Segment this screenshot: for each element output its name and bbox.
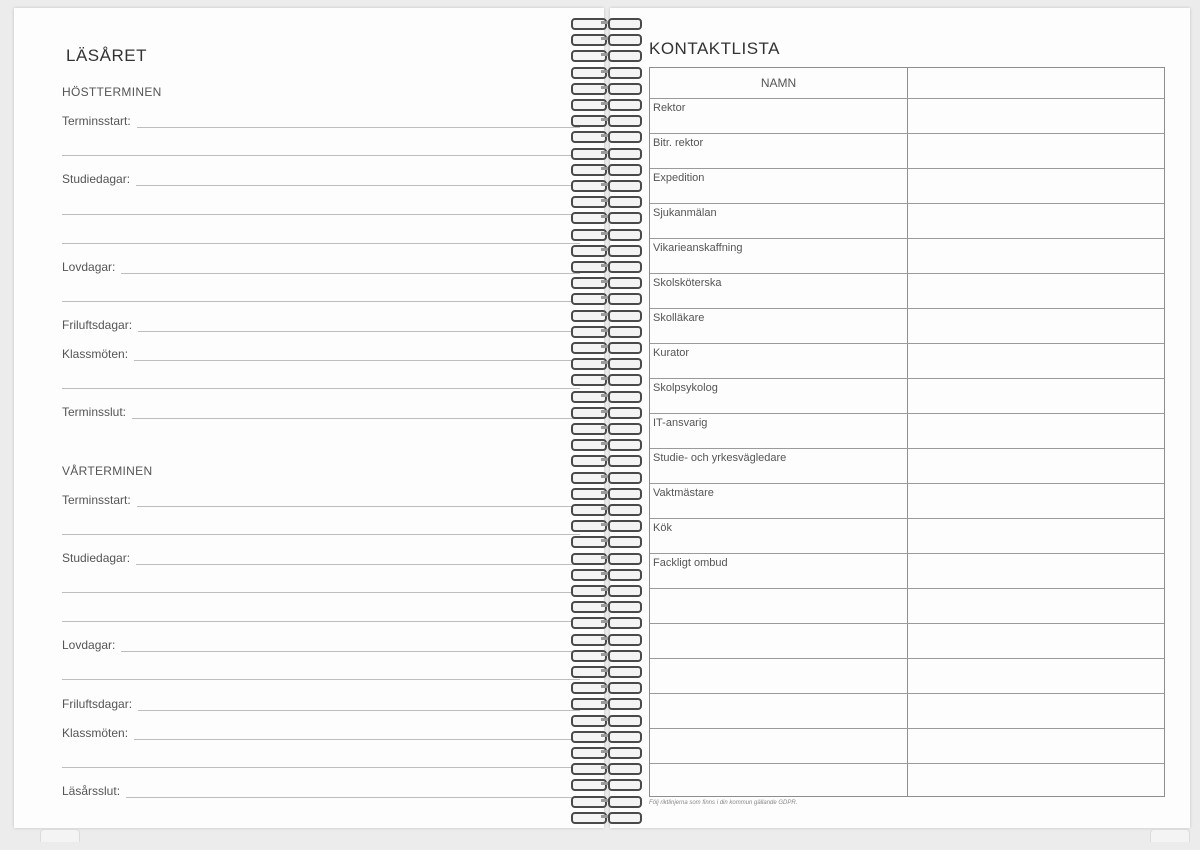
spiral-coil: [568, 729, 644, 743]
left-page: [14, 8, 604, 828]
table-row[interactable]: [650, 588, 1164, 624]
writing-line: [134, 360, 580, 361]
field-spring-class-meetings[interactable]: [62, 722, 580, 740]
writing-line: [121, 651, 580, 652]
spiral-coil: [568, 210, 644, 224]
spiral-coil: [568, 551, 644, 565]
contact-role-label: Kök: [653, 522, 672, 534]
field-school-year-end[interactable]: [62, 780, 580, 798]
spiral-coil: [568, 405, 644, 419]
spiral-coil: [568, 713, 644, 727]
contact-role-label: Bitr. rektor: [653, 137, 704, 149]
spiral-coil: [568, 583, 644, 597]
table-row[interactable]: [650, 378, 1164, 414]
field-label: Terminsslut:: [62, 405, 127, 419]
field-autumn-term-end[interactable]: [62, 401, 580, 419]
table-row[interactable]: [650, 343, 1164, 379]
spiral-coil: [568, 502, 644, 516]
field-label: Studiedagar:: [62, 172, 131, 186]
spiral-coil: [568, 761, 644, 775]
table-row[interactable]: [650, 133, 1164, 169]
field-spring-outdoor-days[interactable]: [62, 693, 580, 711]
contact-role-label: Sjukanmälan: [653, 207, 717, 219]
right-page: [610, 8, 1190, 828]
field-label: Studiedagar:: [62, 551, 131, 565]
spiral-coil: [568, 421, 644, 435]
contact-role-label: Vikarieanskaffning: [653, 242, 743, 254]
spiral-coil: [568, 275, 644, 289]
spiral-coil: [568, 810, 644, 824]
page-title-kontaktlista: KONTAKTLISTA: [649, 39, 781, 58]
field-label: Friluftsdagar:: [62, 697, 133, 711]
field-label: Läsårsslut:: [62, 784, 121, 798]
spiral-coil: [568, 324, 644, 338]
gdpr-footnote: Följ riktlinjerna som finns i din kommun gällande GDPR.: [649, 800, 798, 806]
table-row[interactable]: [650, 448, 1164, 484]
table-row[interactable]: [650, 413, 1164, 449]
spiral-coil: [568, 567, 644, 581]
contact-role-label: Fackligt ombud: [653, 557, 728, 569]
writing-line: [137, 506, 580, 507]
writing-line[interactable]: [62, 534, 580, 535]
spiral-coil: [568, 696, 644, 710]
spiral-coil: [568, 664, 644, 678]
writing-line[interactable]: [62, 214, 580, 215]
field-label: Lovdagar:: [62, 638, 116, 652]
table-row[interactable]: [650, 763, 1164, 799]
table-header-name: NAMN: [760, 76, 797, 90]
field-spring-term-start[interactable]: [62, 489, 580, 507]
spiral-coil: [568, 389, 644, 403]
contact-role-label: Studie- och yrkesvägledare: [653, 452, 787, 464]
contact-role-label: IT-ansvarig: [653, 417, 708, 429]
page-tab: [40, 829, 80, 842]
table-row[interactable]: [650, 623, 1164, 659]
spiral-coil: [568, 534, 644, 548]
field-autumn-holidays[interactable]: [62, 256, 580, 274]
spiral-coil: [568, 599, 644, 613]
page-tab: [1150, 829, 1190, 842]
section-heading-autumn: HÖSTTERMINEN: [62, 85, 162, 99]
field-autumn-term-start[interactable]: [62, 110, 580, 128]
spiral-coil: [568, 48, 644, 62]
spiral-coil: [568, 146, 644, 160]
field-label: Friluftsdagar:: [62, 318, 133, 332]
writing-line: [132, 418, 580, 419]
table-row[interactable]: [650, 98, 1164, 134]
writing-line[interactable]: [62, 592, 580, 593]
contact-role-label: Expedition: [653, 172, 705, 184]
table-row[interactable]: [650, 728, 1164, 764]
table-row[interactable]: [650, 273, 1164, 309]
spiral-coil: [568, 518, 644, 532]
field-autumn-study-days[interactable]: [62, 168, 580, 186]
table-row[interactable]: [650, 658, 1164, 694]
spiral-coil: [568, 372, 644, 386]
spiral-coil: [568, 745, 644, 759]
spiral-binding: [568, 12, 644, 822]
spiral-coil: [568, 227, 644, 241]
spiral-coil: [568, 32, 644, 46]
field-autumn-class-meetings[interactable]: [62, 343, 580, 361]
table-row[interactable]: [650, 308, 1164, 344]
spiral-coil: [568, 129, 644, 143]
field-autumn-outdoor-days[interactable]: [62, 314, 580, 332]
spiral-coil: [568, 340, 644, 354]
spiral-coil: [568, 453, 644, 467]
contact-role-label: Vaktmästare: [653, 487, 714, 499]
spiral-coil: [568, 794, 644, 808]
table-row[interactable]: [650, 238, 1164, 274]
table-row[interactable]: [650, 203, 1164, 239]
spiral-coil: [568, 486, 644, 500]
contact-role-label: Rektor: [653, 102, 686, 114]
field-label: Terminsstart:: [62, 493, 131, 507]
writing-line[interactable]: [62, 767, 580, 768]
spiral-coil: [568, 97, 644, 111]
spiral-coil: [568, 777, 644, 791]
table-row[interactable]: [650, 553, 1164, 589]
writing-line[interactable]: [62, 388, 580, 389]
spiral-coil: [568, 291, 644, 305]
spiral-coil: [568, 308, 644, 322]
spiral-coil: [568, 113, 644, 127]
contact-role-label: Skolläkare: [653, 312, 705, 324]
writing-line[interactable]: [62, 155, 580, 156]
field-spring-study-days[interactable]: [62, 547, 580, 565]
spiral-coil: [568, 65, 644, 79]
table-row[interactable]: [650, 168, 1164, 204]
spiral-coil: [568, 16, 644, 30]
writing-line: [136, 564, 580, 565]
spiral-coil: [568, 356, 644, 370]
writing-line: [138, 331, 580, 332]
spiral-coil: [568, 680, 644, 694]
page-title-lasaret: LÄSÅRET: [66, 46, 147, 65]
table-row[interactable]: [650, 693, 1164, 729]
field-label: Lovdagar:: [62, 260, 116, 274]
spiral-coil: [568, 162, 644, 176]
spiral-coil: [568, 648, 644, 662]
spiral-coil: [568, 243, 644, 257]
writing-line[interactable]: [62, 301, 580, 302]
contact-role-label: Kurator: [653, 347, 690, 359]
writing-line: [137, 127, 580, 128]
field-label: Terminsstart:: [62, 114, 131, 128]
table-row[interactable]: [650, 518, 1164, 554]
contact-role-label: Skolsköterska: [653, 277, 722, 289]
spiral-coil: [568, 81, 644, 95]
table-row[interactable]: [650, 483, 1164, 519]
contact-role-label: Skolpsykolog: [653, 382, 718, 394]
spiral-coil: [568, 194, 644, 208]
spiral-coil: [568, 437, 644, 451]
contact-table: [649, 67, 1165, 797]
spiral-coil: [568, 178, 644, 192]
spiral-coil: [568, 632, 644, 646]
spiral-coil: [568, 470, 644, 484]
spiral-coil: [568, 259, 644, 273]
writing-line: [134, 739, 580, 740]
writing-line[interactable]: [62, 243, 580, 244]
section-heading-spring: VÅRTERMINEN: [62, 464, 153, 478]
writing-line: [136, 185, 580, 186]
field-spring-holidays[interactable]: [62, 634, 580, 652]
field-label: Klassmöten:: [62, 347, 129, 361]
writing-line[interactable]: [62, 679, 580, 680]
field-label: Klassmöten:: [62, 726, 129, 740]
writing-line: [126, 797, 580, 798]
writing-line: [121, 273, 580, 274]
writing-line: [138, 710, 580, 711]
writing-line[interactable]: [62, 621, 580, 622]
spiral-coil: [568, 615, 644, 629]
